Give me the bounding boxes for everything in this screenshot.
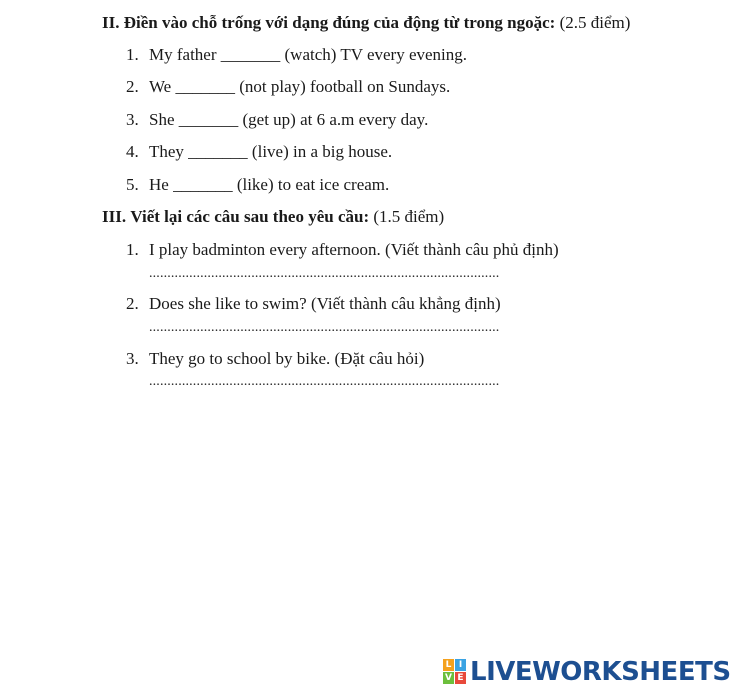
- section-3-item-2: [126, 294, 501, 314]
- section-3-points: (1.5 điểm): [373, 207, 445, 226]
- liveworksheets-logo: [443, 657, 731, 687]
- section-3-item-3: [126, 349, 424, 369]
- section-3-heading: [102, 207, 444, 227]
- section-3-numeral: III.: [102, 207, 127, 226]
- item-text: They _______ (live) in a big house.: [149, 142, 393, 161]
- item-number: 3.: [126, 349, 139, 368]
- logo-tile-v: V: [443, 672, 454, 684]
- item-number: 1.: [126, 240, 139, 259]
- item-text: My father _______ (watch) TV every evening.: [149, 45, 468, 64]
- section-3-instruction: Viết lại các câu sau theo yêu cầu:: [130, 207, 370, 226]
- section-2-points: (2.5 điểm): [559, 13, 631, 32]
- item-text: They go to school by bike. (Đặt câu hỏi): [149, 349, 425, 368]
- logo-tile-i: I: [455, 659, 466, 671]
- section-2-heading: [102, 13, 630, 33]
- section-2-instruction: Điền vào chỗ trống với dạng đúng của động từ trong ngoặc:: [123, 13, 556, 32]
- answer-line-1[interactable]: ................................................................................................: [149, 267, 500, 281]
- item-text: I play badminton every afternoon. (Viết thành câu phủ định): [149, 240, 559, 259]
- section-2-item-5: [126, 175, 389, 195]
- item-number: 5.: [126, 175, 139, 194]
- answer-line-2[interactable]: ................................................................................................: [149, 321, 500, 335]
- logo-tile-e: E: [455, 672, 466, 684]
- answer-line-3[interactable]: ................................................................................................: [149, 375, 500, 389]
- item-text: Does she like to swim? (Viết thành câu khẳng định): [149, 294, 501, 313]
- section-2-item-4: [126, 142, 392, 162]
- logo-tile-l: L: [443, 659, 454, 671]
- item-number: 1.: [126, 45, 139, 64]
- item-number: 4.: [126, 142, 139, 161]
- item-text: She _______ (get up) at 6 a.m every day.: [149, 110, 429, 129]
- item-number: 3.: [126, 110, 139, 129]
- item-text: We _______ (not play) football on Sundays.: [149, 77, 451, 96]
- section-2-item-2: [126, 77, 450, 97]
- section-2-item-3: [126, 110, 428, 130]
- item-number: 2.: [126, 77, 139, 96]
- item-text: He _______ (like) to eat ice cream.: [149, 175, 390, 194]
- section-3-item-1: [126, 240, 559, 260]
- liveworksheets-logo-icon: [443, 659, 467, 685]
- section-2-numeral: II.: [102, 13, 120, 32]
- liveworksheets-logo-text: LIVEWORKSHEETS: [470, 657, 731, 687]
- item-number: 2.: [126, 294, 139, 313]
- section-2-item-1: [126, 45, 467, 65]
